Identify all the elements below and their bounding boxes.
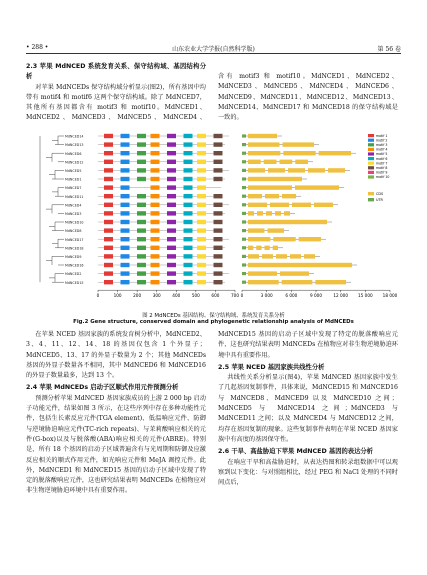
cds-block bbox=[268, 228, 285, 232]
utr-block bbox=[242, 255, 246, 258]
gene-axis-label: 12 000 bbox=[333, 293, 348, 299]
motif-box bbox=[151, 185, 160, 189]
cds-block bbox=[284, 211, 290, 215]
utr-block bbox=[242, 238, 246, 241]
motif-box bbox=[167, 177, 176, 181]
gene-label: MdNCED14 bbox=[65, 134, 84, 139]
motif-box bbox=[184, 203, 193, 207]
motif-box bbox=[214, 194, 223, 198]
cds-block bbox=[248, 168, 265, 172]
motif-box bbox=[197, 220, 206, 224]
motif-box bbox=[137, 194, 146, 198]
motif-box bbox=[151, 246, 160, 250]
motif-legend-label: motif 9 bbox=[376, 170, 388, 175]
motif-box bbox=[104, 203, 113, 207]
utr-block bbox=[242, 152, 246, 155]
gene-axis-label: 15 000 bbox=[358, 293, 373, 299]
cds-block bbox=[282, 280, 313, 284]
utr-block bbox=[242, 281, 246, 284]
cds-block bbox=[288, 168, 305, 172]
cds-block bbox=[319, 151, 351, 155]
motif-box bbox=[184, 263, 193, 267]
gene-legend-label: UTR bbox=[376, 198, 383, 202]
motif-box bbox=[137, 177, 146, 181]
motif-axis-label: 500 bbox=[191, 293, 200, 299]
cds-block bbox=[292, 203, 311, 207]
motif-box bbox=[214, 271, 223, 275]
motif-box bbox=[151, 177, 160, 181]
utr-block bbox=[242, 263, 246, 266]
utr-block bbox=[242, 203, 246, 206]
cds-block bbox=[266, 211, 272, 215]
motif-box bbox=[214, 237, 223, 241]
volume-label: 第 56 卷 bbox=[377, 46, 401, 53]
motif-box bbox=[167, 220, 176, 224]
motif-box bbox=[137, 220, 146, 224]
motif-box bbox=[104, 134, 113, 138]
section-2-5-text: 共线性关系分析显示(图4)，苹果 MdNCED 基因家族中发生了几起基因复制事件，具体来说，MdNCED15 和 MdNCED16 与 MdNCED8、MdNCED9 以及 MdNCED10 之间；MdNCED5 与 MdNCED14 之间；MdNCED3 与 MdNCED11 之间；以及 MdNCED4 与 MdNCED12 之间，均存在基因复制的现象。这些复制事件表明在苹果 NCED 基因家族中有高度的基因保守性。 bbox=[218, 374, 398, 443]
utr-block bbox=[242, 272, 246, 275]
cds-block bbox=[248, 237, 270, 241]
section-2-4-title: 2.4 苹果 MdNCEDs 启动子区顺式作用元件预测分析 bbox=[26, 384, 179, 392]
motif-box bbox=[104, 220, 113, 224]
section-2-3-continuation: 含有 motif3 和 motif10。MdNCED1、MdNCED2、MdNCED3、MdNCED5、MdNCED4、MdNCED6、MdNCED9、MdNCED11、MdNCED12、MdNCED13、MdNCED14、MdNCED17 和 MdNCED18 的保守结构域是一致的。 bbox=[218, 73, 398, 122]
section-2-3-title: 2.3 苹果 MdNCED 系统发育关系、保守结构域、基因结构分析 bbox=[26, 63, 206, 81]
column-top-left bbox=[26, 62, 206, 123]
motif-box bbox=[214, 142, 223, 146]
motif-box bbox=[104, 151, 113, 155]
gene-axis-label: 0 bbox=[240, 293, 244, 299]
motif-box bbox=[197, 263, 206, 267]
motif-box bbox=[184, 160, 193, 164]
motif-box bbox=[137, 271, 146, 275]
motif-box bbox=[167, 134, 176, 138]
utr-block bbox=[242, 134, 246, 137]
motif-box bbox=[214, 254, 223, 258]
motif-legend-label: motif 6 bbox=[376, 156, 388, 161]
motif-box bbox=[137, 151, 146, 155]
cds-block bbox=[248, 246, 253, 250]
gene-label: MdNCED7 bbox=[65, 186, 82, 191]
motif-box bbox=[214, 203, 223, 207]
gene-label: MdNCED13 bbox=[65, 143, 84, 148]
motif-box bbox=[184, 211, 193, 215]
motif-axis-label: 100 bbox=[113, 293, 122, 299]
motif-box bbox=[121, 203, 130, 207]
motif-box bbox=[167, 228, 176, 232]
section-2-4-continuation: MdNCED15 基因的启动子区域中发现了特定的脱落酸响应元件，这也研究结果表明 MdNCEDs 在植物应对非生物逆境胁迫环境中具有重要作用。 bbox=[218, 331, 398, 359]
gene-structure-legend bbox=[368, 192, 384, 202]
motif-box bbox=[121, 151, 130, 155]
motif-axis-label: 700 bbox=[231, 293, 239, 299]
cds-block bbox=[248, 211, 254, 215]
cds-block bbox=[248, 220, 327, 224]
motif-legend-label: motif 2 bbox=[376, 138, 388, 143]
motif-box bbox=[214, 220, 223, 224]
motif-box bbox=[151, 151, 160, 155]
motif-box bbox=[197, 134, 206, 138]
cds-block bbox=[280, 160, 293, 164]
motif-box bbox=[121, 177, 130, 181]
gene-label: MdNCED2 bbox=[65, 272, 82, 277]
motif-box bbox=[184, 194, 193, 198]
motif-box bbox=[137, 203, 146, 207]
motif-box bbox=[184, 254, 193, 258]
motif-box bbox=[151, 203, 160, 207]
cds-block bbox=[275, 211, 281, 215]
utr-block bbox=[242, 246, 246, 249]
motif-box bbox=[121, 194, 130, 198]
gene-label: MdNCED9 bbox=[65, 255, 82, 259]
cds-block bbox=[248, 271, 277, 275]
gene-label: MdNCED16 bbox=[65, 263, 84, 268]
motif-box bbox=[104, 237, 113, 241]
motif-box bbox=[104, 263, 113, 267]
motif-box bbox=[214, 168, 223, 172]
motif-box bbox=[151, 168, 160, 172]
section-2-3-exon-text: 在苹果 NCED 基因家族的系统发育树分析中，MdNCED2、3、4、11、12、14、18 的基因仅包含 1 个外显子；MdNCED5、13、17 的外显子数量为 2 个；其他 MdNCEDs 基因的外显子数量各不相同，其中 MdNCED6 和 MdNCED16 的外显子数量最多，达到 13 个。 bbox=[26, 331, 206, 380]
cds-block bbox=[304, 254, 315, 258]
motif-axis-label: 400 bbox=[172, 293, 181, 299]
cds-block bbox=[248, 185, 292, 189]
motif-box bbox=[151, 211, 160, 215]
motif-box bbox=[197, 228, 206, 232]
motif-box bbox=[184, 246, 193, 250]
motif-box bbox=[137, 228, 146, 232]
utr-block bbox=[242, 177, 246, 180]
cds-block bbox=[248, 280, 279, 284]
motif-box bbox=[137, 160, 146, 164]
motif-box bbox=[184, 185, 193, 189]
motif-legend-label: motif 7 bbox=[376, 161, 388, 166]
cds-block bbox=[283, 142, 315, 146]
motif-box bbox=[104, 246, 113, 250]
cds-block bbox=[248, 194, 262, 198]
motif-box bbox=[121, 254, 130, 258]
motif-box bbox=[121, 228, 130, 232]
figure-caption-zh: 图 2 MdNCEDs 基因结构、保守结构域、系统发育关系分析 bbox=[142, 313, 285, 319]
column-bottom-left bbox=[26, 330, 206, 565]
motif-legend-swatch bbox=[368, 134, 374, 137]
utr-block bbox=[242, 195, 246, 198]
journal-title: 山东农业大学学报(自然科学版) bbox=[172, 46, 255, 53]
motif-box bbox=[167, 160, 176, 164]
motif-box bbox=[167, 203, 176, 207]
motif-box bbox=[121, 160, 130, 164]
motif-box bbox=[184, 228, 193, 232]
motif-axis-label: 600 bbox=[211, 293, 220, 299]
motif-box bbox=[184, 177, 193, 181]
cds-block bbox=[248, 203, 267, 207]
gene-label: MdNCED10 bbox=[65, 220, 84, 225]
motif-box bbox=[197, 211, 206, 215]
motif-box bbox=[121, 142, 130, 146]
section-2-3-text: 对苹果 MdNCEDs 保守结构域分析显示(图2)，所有基因中均带有 motif4 和 motif6 这两个保守结构域。除了 MdNCED7，其他所有基因都含有 motif3 和 motif10。MdNCED1、MdNCED2、MdNCED3、MdNCED5、MdNCED4、 bbox=[26, 83, 206, 122]
motif-box bbox=[197, 177, 206, 181]
motif-legend bbox=[368, 134, 389, 179]
motif-box bbox=[167, 168, 176, 172]
cds-block bbox=[273, 237, 295, 241]
motif-legend-swatch bbox=[368, 148, 374, 151]
gene-label: MdNCED4 bbox=[65, 203, 82, 208]
motif-box bbox=[151, 194, 160, 198]
motif-box bbox=[214, 177, 223, 181]
motif-box bbox=[121, 246, 130, 250]
motif-box bbox=[167, 254, 176, 258]
motif-axis-label: 300 bbox=[152, 293, 161, 299]
motif-legend-swatch bbox=[368, 175, 374, 178]
cds-block bbox=[270, 203, 289, 207]
motif-legend-label: motif 4 bbox=[376, 147, 388, 152]
section-2-5-title: 2.5 苹果 NCED 基因家族共线性分析 bbox=[218, 363, 325, 371]
motif-box bbox=[121, 211, 130, 215]
motif-legend-swatch bbox=[368, 166, 374, 169]
motif-box bbox=[151, 280, 160, 284]
section-2-6-title: 2.6 干旱、高盐胁迫下苹果 MdNCED 基因的表达分析 bbox=[218, 448, 373, 456]
motif-box bbox=[197, 168, 206, 172]
motif-box bbox=[214, 246, 223, 250]
cds-block bbox=[282, 194, 296, 198]
page-number: • 288 • bbox=[26, 44, 49, 51]
cds-block bbox=[268, 168, 285, 172]
column-top-right bbox=[218, 72, 398, 122]
cds-block bbox=[328, 168, 345, 172]
motif-box bbox=[137, 134, 146, 138]
motif-box bbox=[184, 271, 193, 275]
cds-block bbox=[248, 134, 277, 138]
cds-block bbox=[265, 246, 270, 250]
motif-box bbox=[121, 185, 130, 189]
motif-box bbox=[104, 280, 113, 284]
motif-legend-swatch bbox=[368, 162, 374, 165]
figure-2 bbox=[30, 130, 400, 308]
motif-box bbox=[121, 280, 130, 284]
motif-box bbox=[167, 211, 176, 215]
motif-box bbox=[137, 246, 146, 250]
utr-block bbox=[242, 160, 246, 163]
cds-block bbox=[290, 254, 301, 258]
motif-box bbox=[104, 228, 113, 232]
motif-box bbox=[167, 246, 176, 250]
motif-box bbox=[137, 263, 146, 267]
motif-box bbox=[214, 151, 223, 155]
motif-box bbox=[167, 237, 176, 241]
motif-box bbox=[104, 185, 113, 189]
motif-box bbox=[121, 271, 130, 275]
gene-label: MdNCED15 bbox=[65, 280, 84, 285]
motif-box bbox=[121, 134, 130, 138]
motif-box bbox=[151, 271, 160, 275]
motif-box bbox=[137, 254, 146, 258]
motif-box bbox=[151, 228, 160, 232]
motif-box bbox=[167, 271, 176, 275]
motif-box bbox=[151, 263, 160, 267]
gene-label: MdNCED5 bbox=[65, 169, 82, 173]
motif-legend-label: motif 8 bbox=[376, 166, 388, 170]
cds-block bbox=[248, 160, 261, 164]
utr-block bbox=[242, 220, 246, 223]
motif-box bbox=[104, 168, 113, 172]
cds-block bbox=[265, 194, 279, 198]
motif-legend-swatch bbox=[368, 139, 374, 142]
motif-box bbox=[104, 194, 113, 198]
cds-block bbox=[276, 254, 287, 258]
motif-box bbox=[197, 237, 206, 241]
gene-axis-label: 9 000 bbox=[310, 293, 322, 299]
section-2-4-text: 预测分析苹果 MdNCED 基因家族成员的上游 2 000 bp 启动子功能元件，结果如图 3 所示，在这些序列中存在多种功能性元件，包括生长素反应元件(TGA element)、低温响应元件、防御与逆境胁迫响应元件(TC-rich repeats)、与茉莉酸响应相关的元件(G-box)以及与脱落酸(ABA)响应相关的元件(ABRE)。特别是，所有 18 个基因的启动子区域普遍含有与光周期和防御及应激反应相关的顺式作用元件，如光响应元件和 MeJA 调控元件。此外，MdNCED1 和 MdNCED15 基因的启动子区域中发现了特定的脱落酸响应元件，这也研究结果表明 MdNCEDs 在植物应对非生物逆境胁迫环境中具有重要作用。 bbox=[26, 394, 206, 495]
utr-block bbox=[242, 212, 246, 215]
motif-box bbox=[167, 142, 176, 146]
motif-box bbox=[104, 142, 113, 146]
motif-box bbox=[197, 151, 206, 155]
utr-block bbox=[242, 186, 246, 189]
motif-box bbox=[197, 271, 206, 275]
gene-axis-label: 6 000 bbox=[285, 293, 298, 299]
cds-block bbox=[299, 237, 321, 241]
gene-label: MdNCED3 bbox=[65, 212, 82, 216]
motif-box bbox=[151, 254, 160, 258]
motif-box bbox=[214, 263, 223, 267]
cds-block bbox=[273, 246, 278, 250]
motif-box bbox=[214, 160, 223, 164]
motif-box bbox=[184, 168, 193, 172]
motif-box bbox=[167, 194, 176, 198]
motif-axis-label: 0 bbox=[96, 293, 100, 299]
cds-block bbox=[315, 280, 346, 284]
motif-box bbox=[121, 168, 130, 172]
motif-box bbox=[137, 168, 146, 172]
motif-box bbox=[151, 220, 160, 224]
motif-legend-swatch bbox=[368, 157, 374, 160]
motif-box bbox=[197, 160, 206, 164]
gene-label: MdNCED8 bbox=[65, 229, 82, 234]
utr-block bbox=[242, 229, 246, 232]
cds-block bbox=[262, 254, 273, 258]
motif-box bbox=[214, 280, 223, 284]
motif-box bbox=[214, 134, 223, 138]
cds-block bbox=[264, 160, 277, 164]
motif-legend-label: motif 10 bbox=[376, 175, 390, 180]
cds-block bbox=[248, 142, 280, 146]
motif-box bbox=[104, 160, 113, 164]
cds-block bbox=[248, 228, 265, 232]
gene-labels bbox=[65, 135, 84, 285]
motif-box bbox=[137, 211, 146, 215]
motif-box bbox=[151, 160, 160, 164]
motif-box bbox=[104, 254, 113, 258]
motif-box bbox=[214, 228, 223, 232]
motif-box bbox=[137, 280, 146, 284]
motif-box bbox=[184, 237, 193, 241]
gene-label: MdNCED12 bbox=[65, 160, 84, 165]
figure-caption-en: Fig.2 Gene structure, conserved domain and phylogenetic relationship analysis of MdNCEDs bbox=[73, 319, 354, 325]
motif-legend-label: motif 1 bbox=[376, 133, 388, 138]
gene-label: MdNCED1 bbox=[65, 177, 82, 182]
cds-block bbox=[295, 185, 339, 189]
gene-structure-panel bbox=[242, 134, 357, 285]
motif-box bbox=[167, 280, 176, 284]
motif-box bbox=[184, 134, 193, 138]
cds-block bbox=[280, 271, 309, 275]
motif-axis-label: 200 bbox=[133, 293, 142, 299]
motif-box bbox=[151, 142, 160, 146]
gene-axis-label: 3 000 bbox=[260, 293, 273, 299]
cds-block bbox=[308, 168, 325, 172]
motif-box bbox=[167, 263, 176, 267]
gene-label: MdNCED18 bbox=[65, 246, 84, 251]
phylogenetic-tree bbox=[40, 136, 64, 282]
gene-axis-label: 18 000 bbox=[382, 293, 398, 299]
cds-block bbox=[256, 246, 261, 250]
cds-block bbox=[283, 151, 315, 155]
utr-block bbox=[242, 143, 246, 146]
cds-block bbox=[248, 177, 302, 181]
motif-box bbox=[184, 280, 193, 284]
motif-box bbox=[121, 263, 130, 267]
gene-label: MdNCED11 bbox=[65, 194, 84, 199]
figure-axes bbox=[97, 290, 398, 298]
motif-box bbox=[151, 237, 160, 241]
motif-box bbox=[167, 151, 176, 155]
motif-box bbox=[184, 142, 193, 146]
header-rule bbox=[26, 53, 401, 54]
column-bottom-right bbox=[218, 330, 398, 565]
motif-box bbox=[137, 237, 146, 241]
motif-box bbox=[197, 280, 206, 284]
motif-box bbox=[197, 194, 206, 198]
utr-block bbox=[242, 169, 246, 172]
motif-box bbox=[197, 203, 206, 207]
motif-box bbox=[104, 177, 113, 181]
motif-legend-swatch bbox=[368, 143, 374, 146]
motif-box bbox=[167, 185, 176, 189]
page-header bbox=[26, 44, 401, 56]
motif-box bbox=[121, 237, 130, 241]
motif-legend-label: motif 3 bbox=[376, 143, 388, 147]
cds-block bbox=[257, 211, 263, 215]
motif-box bbox=[184, 151, 193, 155]
cds-block bbox=[295, 160, 308, 164]
motif-box bbox=[214, 211, 223, 215]
motif-box bbox=[121, 220, 130, 224]
gene-legend-swatch bbox=[368, 198, 374, 201]
motif-box bbox=[151, 134, 160, 138]
motif-legend-label: motif 5 bbox=[376, 152, 388, 157]
gene-label: MdNCED17 bbox=[65, 237, 84, 242]
motif-box bbox=[197, 254, 206, 258]
motif-panel bbox=[98, 134, 229, 285]
motif-legend-swatch bbox=[368, 171, 374, 174]
motif-box bbox=[104, 271, 113, 275]
cds-block bbox=[248, 263, 352, 267]
gene-legend-swatch bbox=[368, 192, 374, 195]
cds-block bbox=[314, 203, 333, 207]
section-2-6-text: 在响应干旱和高盐胁迫时，从表达热图和转录组数据中可以观察到以下变化：与对照组相比，经过 PEG 和 NaCl 处理的不同时间点后， bbox=[218, 458, 398, 487]
motif-box bbox=[184, 220, 193, 224]
cds-block bbox=[248, 151, 280, 155]
motif-legend-swatch bbox=[368, 152, 374, 155]
cds-block bbox=[248, 254, 259, 258]
motif-box bbox=[137, 142, 146, 146]
gene-label: MdNCED6 bbox=[65, 151, 82, 156]
motif-box bbox=[197, 246, 206, 250]
motif-box bbox=[104, 211, 113, 215]
motif-box bbox=[197, 185, 206, 189]
motif-box bbox=[197, 142, 206, 146]
gene-legend-label: CDS bbox=[376, 192, 384, 196]
